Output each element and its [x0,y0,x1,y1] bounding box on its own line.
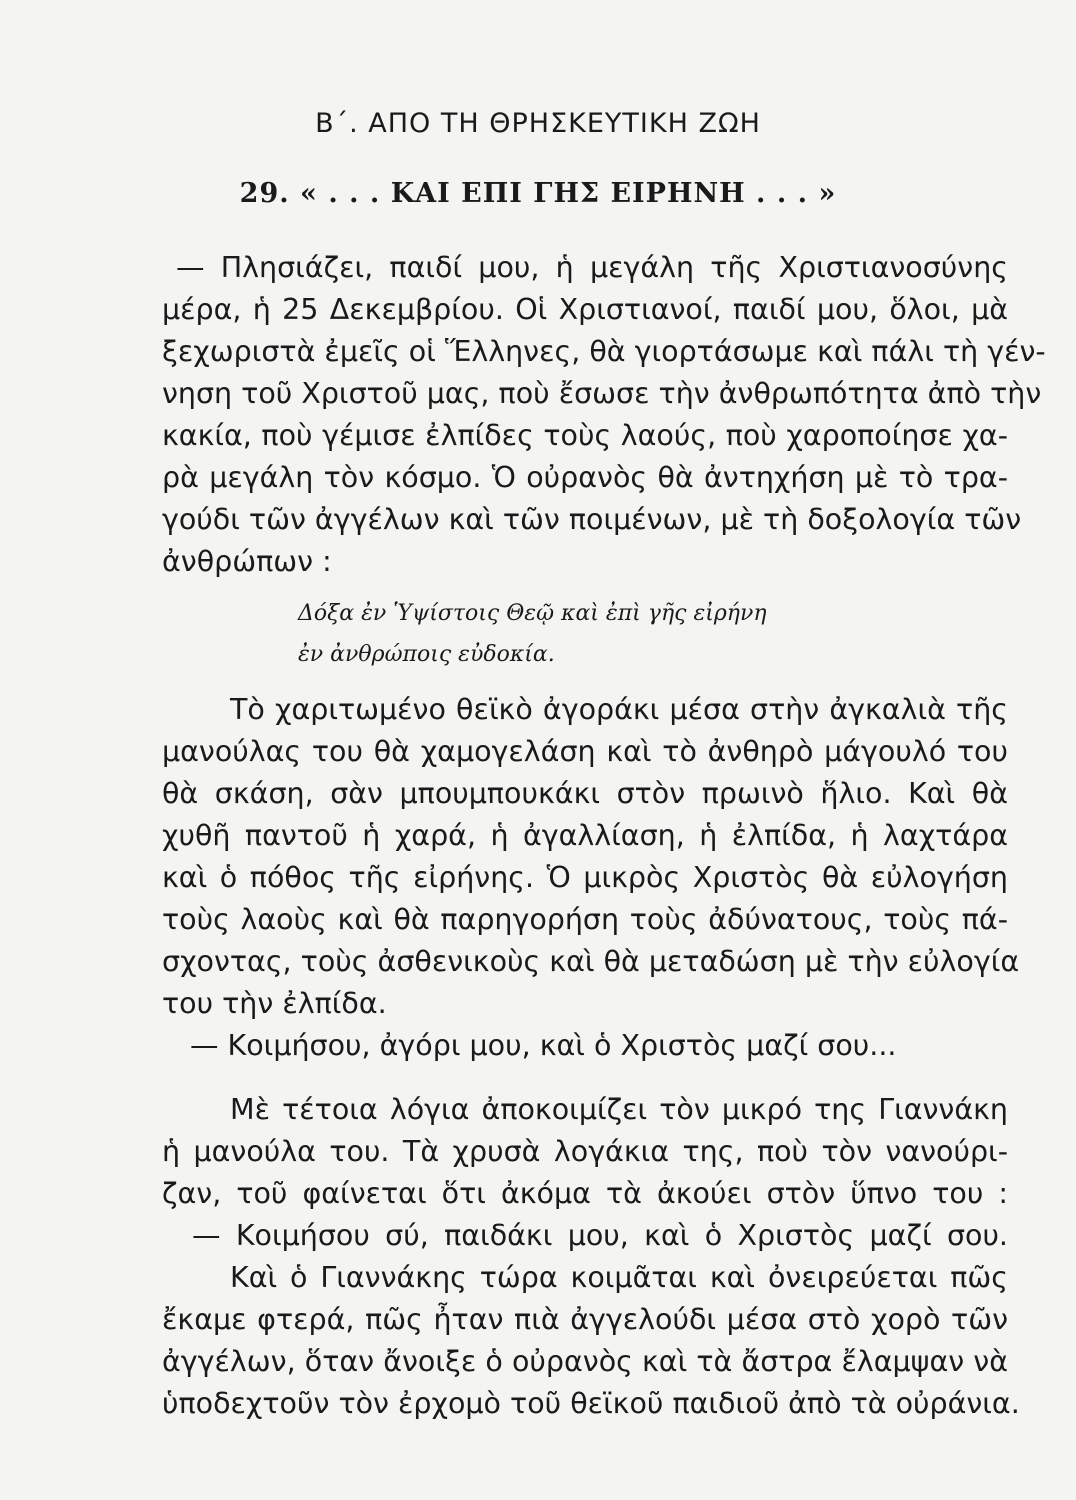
paragraph-line: ἔκαμε φτερά, πῶς ἦταν πιὰ ἀγγελούδι μέσα στὸ χορὸ τῶν [162,1303,1008,1336]
paragraph-line: Καὶ ὁ Γιαννάκης τώρα κοιμᾶται καὶ ὀνειρεύεται πῶς [230,1261,1008,1294]
paragraph-line: ξεχωριστὰ ἐμεῖς οἱ Ἕλληνες, θὰ γιορτάσωμε καὶ πάλι τὴ γέν- [162,335,1046,368]
paragraph-line: του τὴν ἐλπίδα. [162,987,387,1020]
paragraph-line: Τὸ χαριτωμένο θεϊκὸ ἀγοράκι μέσα στὴν ἀγκαλιὰ τῆς [230,693,1008,726]
paragraph-line: τοὺς λαοὺς καὶ θὰ παρηγορήση τοὺς ἀδύνατους, τοὺς πά- [162,903,1008,936]
paragraph-line: χυθῆ παντοῦ ἡ χαρά, ἡ ἀγαλλίαση, ἡ ἐλπίδα, ἡ λαχτάρα [162,819,1008,852]
paragraph-line: ἀνθρώπων : [162,545,332,578]
dialogue-line: — Κοιμήσου σύ, παιδάκι μου, καὶ ὁ Χριστὸς μαζί σου. [192,1219,1008,1252]
paragraph-line: Μὲ τέτοια λόγια ἀποκοιμίζει τὸν μικρό της Γιαννάκη [230,1093,1008,1126]
paragraph-line: — Πλησιάζει, παιδί μου, ἡ μεγάλη τῆς Χριστιανοσύνης [176,251,1008,284]
paragraph-line: μέρα, ἡ 25 Δεκεμβρίου. Οἱ Χριστιανοί, παιδί μου, ὅλοι, μὰ [162,293,1008,326]
paragraph-line: ἡ μανούλα του. Τὰ χρυσὰ λογάκια της, ποὺ τὸν νανούρι- [162,1135,1008,1168]
dialogue-line: — Κοιμήσου, ἀγόρι μου, καὶ ὁ Χριστὸς μαζί σου... [190,1029,897,1062]
paragraph-line: νηση τοῦ Χριστοῦ μας, ποὺ ἔσωσε τὴν ἀνθρωπότητα ἀπὸ τὴν [162,377,1042,410]
paragraph-line: ἀγγέλων, ὅταν ἄνοιξε ὁ οὐρανὸς καὶ τὰ ἄστρα ἔλαμψαν νὰ [162,1345,1008,1378]
paragraph-line: ρὰ μεγάλη τὸν κόσμο. Ὁ οὐρανὸς θὰ ἀντηχήση μὲ τὸ τρα- [162,461,1008,494]
paragraph-line: γούδι τῶν ἀγγέλων καὶ τῶν ποιμένων, μὲ τὴ δοξολογία τῶν [162,503,1022,536]
verse-line: Δόξα ἐν Ὑψίστοις Θεῷ καὶ ἐπὶ γῆς εἰρήνη [298,601,767,626]
paragraph-line: κακία, ποὺ γέμισε ἐλπίδες τοὺς λαούς, ποὺ χαροποίησε χα- [162,419,1008,452]
paragraph-line: ζαν, τοῦ φαίνεται ὅτι ἀκόμα τὰ ἀκούει στὸν ὕπνο του : [162,1177,1008,1210]
paragraph-line: σχοντας, τοὺς ἀσθενικοὺς καὶ θὰ μεταδώση μὲ τὴν εὐλογία [162,945,1020,978]
section-heading: Β΄. ΑΠΟ ΤΗ ΘΡΗΣΚΕΥΤΙΚΗ ΖΩΗ [315,108,761,139]
chapter-title: 29. « . . . ΚΑΙ ΕΠΙ ΓΗΣ ΕΙΡΗΝΗ . . . » [239,178,837,209]
paragraph-line: ὑποδεχτοῦν τὸν ἐρχομὸ τοῦ θεϊκοῦ παιδιοῦ ἀπὸ τὰ οὐράνια. [162,1387,1020,1420]
paragraph-line: θὰ σκάση, σὰν μπουμπουκάκι στὸν πρωινὸ ἥλιο. Καὶ θὰ [162,777,1008,810]
paragraph-line: καὶ ὁ πόθος τῆς εἰρήνης. Ὁ μικρὸς Χριστὸς θὰ εὐλογήση [162,861,1008,894]
verse-line: ἐν ἀνθρώποις εὐδοκία. [298,642,555,667]
paragraph-line: μανούλας του θὰ χαμογελάση καὶ τὸ ἀνθηρὸ μάγουλό του [162,735,1008,768]
